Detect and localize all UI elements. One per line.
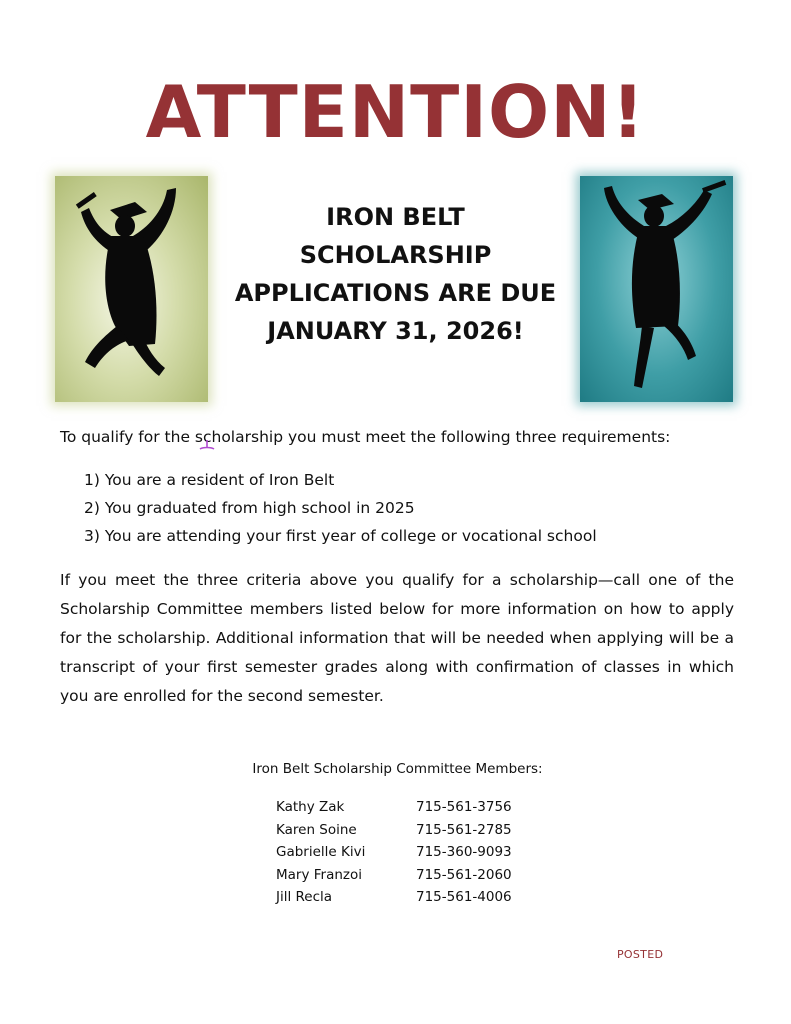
committee-member (276, 796, 576, 819)
member-phone: 715-561-2785 (416, 821, 512, 838)
member-phone: 715-360-9093 (416, 844, 512, 860)
instructions-paragraph: If you meet the three criteria above you qualify for a scholarship—call one of the Scholarship Committee members listed below for more information on how to apply for the scholarship. Additional information that will be needed when applying will be a transcript of your first semester grades along with confirmation of classes in which you are enrolled for the second semester. (60, 571, 734, 705)
deadline-announcement (215, 198, 576, 350)
member-name: Mary Franzoi (276, 866, 363, 883)
graduate-jumping-silhouette-icon (580, 176, 733, 402)
committee-members-list (276, 796, 576, 909)
committee-member (276, 819, 576, 842)
attention-headline: ATTENTION! (145, 70, 646, 154)
graduate-photo-right (580, 176, 733, 402)
member-name: Jill Recla (276, 889, 333, 905)
requirement-item: 1) You are a resident of Iron Belt (84, 471, 335, 489)
requirement-item: 3) You are attending your first year of college or vocational school (84, 527, 597, 545)
requirement-item: 2) You graduated from high school in 2025 (84, 499, 415, 517)
member-name: Gabrielle Kivi (276, 844, 366, 860)
posted-stamp: POSTED (617, 948, 664, 961)
text-cursor-icon (199, 440, 215, 450)
committee-member (276, 886, 576, 909)
graduate-photo-left (55, 176, 208, 402)
committee-member (276, 864, 576, 887)
member-phone: 715-561-3756 (416, 799, 512, 815)
announcement-line: JANUARY 31, 2026! (267, 317, 524, 345)
announcement-line: APPLICATIONS ARE DUE (234, 279, 557, 307)
announcement-line: IRON BELT (326, 203, 465, 231)
requirements-list (84, 466, 724, 550)
graduate-jumping-silhouette-icon (55, 176, 208, 402)
member-name: Karen Soine (276, 821, 357, 838)
committee-member (276, 841, 576, 864)
member-phone: 715-561-2060 (416, 866, 512, 883)
committee-title: Iron Belt Scholarship Committee Members: (252, 761, 543, 777)
member-phone: 715-561-4006 (416, 889, 512, 905)
intro-text: To qualify for the scholarship you must meet the following three requirements: (60, 428, 671, 446)
member-name: Kathy Zak (276, 799, 345, 815)
announcement-line: SCHOLARSHIP (299, 241, 492, 269)
